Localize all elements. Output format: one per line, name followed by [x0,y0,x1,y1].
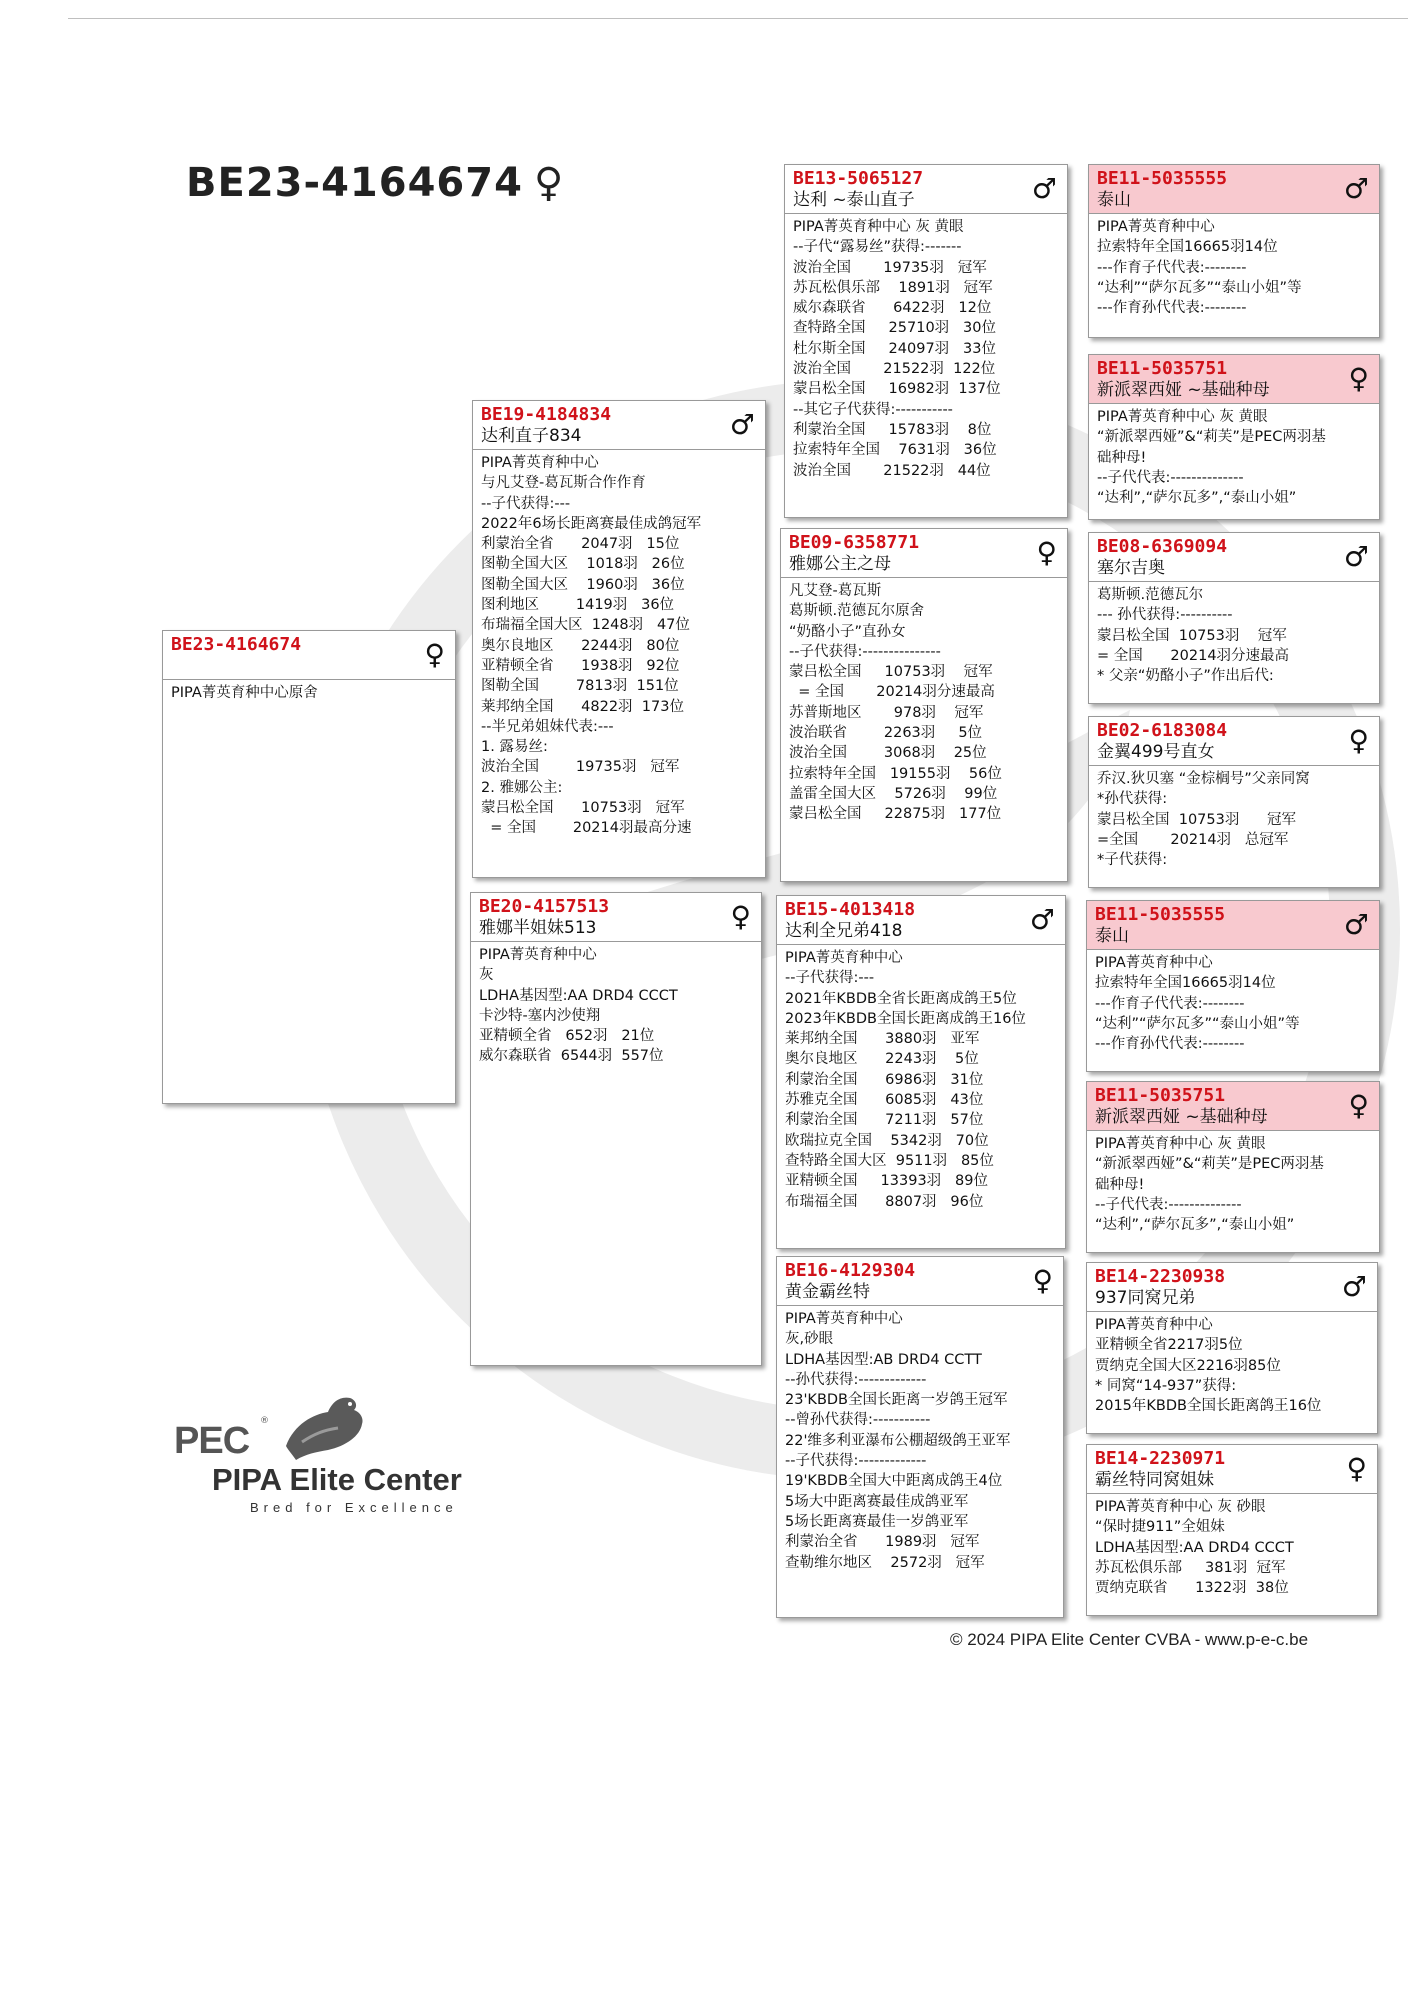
detail-line: ---作育子代代表:-------- [1095,995,1245,1012]
card-details [1089,214,1379,322]
detail-line: PIPA菁英育种中心 [1095,955,1213,971]
detail-line: PIPA菁英育种中心 [785,1311,903,1327]
detail-line: 蒙吕松全国 10753羽 冠军 [789,664,993,681]
detail-line: --子代获得:--- [785,970,875,987]
card-details [777,945,1065,1216]
detail-line: 葛斯顿.范德瓦尔 [1097,587,1204,603]
female-symbol-icon: ♀ [1348,1089,1369,1122]
pedigree-card-dds [1086,1262,1378,1434]
card-header [1087,1445,1377,1494]
detail-line: --子代代表:-------------- [1097,469,1244,486]
bird-name: 泰山 [1095,926,1129,946]
detail-line: 1. 露易丝: [481,739,548,756]
detail-line: 5场长距离赛最佳一岁鸽亚军 [785,1513,969,1530]
ring-number: BE14-2230938 [1095,1266,1226,1287]
bird-name: 达利直子834 [481,426,582,446]
ring-number: BE15-4013418 [785,899,916,920]
detail-line: 苏瓦松俱乐部 381羽 冠军 [1095,1559,1286,1576]
detail-line: PIPA菁英育种中心 [1095,1317,1213,1333]
detail-line: 奥尔良地区 2243羽 5位 [785,1051,979,1068]
detail-line: 奥尔良地区 2244羽 80位 [481,637,680,654]
male-symbol-icon: ♂ [1343,172,1369,205]
detail-line: 利蒙治全国 15783羽 8位 [793,421,992,438]
detail-line: 亚精顿全省 1938羽 92位 [481,657,680,674]
male-symbol-icon: ♂ [729,408,755,441]
card-header [777,896,1065,945]
detail-line: 盖雷全国大区 5726羽 99位 [789,785,998,802]
copyright-footer: © 2024 PIPA Elite Center CVBA - www.p-e-c.be [950,1630,1309,1649]
pedigree-card-ddd [1086,1444,1378,1616]
male-symbol-icon: ♂ [1031,172,1057,205]
detail-line: --子代获得:--- [481,495,571,512]
page-title: BE23-4164674 [186,160,523,206]
pedigree-card-ss [784,164,1068,518]
detail-line: --半兄弟姐妹代表:--- [481,718,614,735]
card-details [1087,1131,1379,1239]
detail-line: 利蒙治全省 1989羽 冠军 [785,1534,980,1551]
female-symbol-icon: ♀ [1036,536,1057,569]
detail-line: 2021年KBDB全省长距离成鸽王5位 [785,990,1017,1007]
card-details [1087,950,1379,1058]
pec-logo [170,1384,500,1524]
detail-line: PIPA菁英育种中心 灰 黄眼 [1095,1136,1266,1152]
ring-number: BE02-6183084 [1097,720,1228,741]
detail-line: --子代获得:------------- [785,1453,927,1470]
card-details [1087,1494,1377,1602]
card-header [471,893,761,942]
detail-line: 蒙吕松全国 16982羽 137位 [793,381,1001,398]
ring-number: BE16-4129304 [785,1260,916,1281]
detail-line: 苏雅克全国 6085羽 43位 [785,1092,984,1109]
detail-line: 波治联省 2263羽 5位 [789,725,983,742]
detail-line: LDHA基因型:AA DRD4 CCCT [1095,1539,1294,1556]
card-header [785,165,1067,214]
detail-line: 利蒙治全国 6986羽 31位 [785,1071,984,1088]
card-header [1089,533,1379,582]
bird-name: 霸丝特同窝姐妹 [1095,1470,1214,1490]
detail-line: “达利”“萨尔瓦多”“泰山小姐”等 [1097,279,1302,296]
detail-line: “奶酪小子”直孙女 [789,623,906,640]
detail-line: 利蒙治全省 2047羽 15位 [481,536,680,553]
detail-line: --曾孙代获得:----------- [785,1412,931,1429]
card-details [781,578,1067,829]
detail-line: 图勒全国 7813羽 151位 [481,678,679,695]
detail-line: 拉索特年全国 7631羽 36位 [793,442,997,459]
detail-line: 与凡艾登-葛瓦斯合作作育 [481,475,646,492]
ring-number: BE23-4164674 [171,634,302,655]
pedigree-card-ds [776,895,1066,1249]
bird-name: 达利 ~泰山直子 [793,190,915,210]
detail-line: 22'维多利亚瀑布公棚超级鸽王亚军 [785,1432,1011,1449]
detail-line: --孙代获得:------------- [785,1371,927,1388]
pedigree-card-sire [472,400,766,878]
detail-line: PIPA菁英育种中心 [479,947,597,963]
detail-line: 波治全国 19735羽 冠军 [481,759,680,776]
detail-line: 础种母! [1095,1176,1145,1193]
logo-registered-mark: ® [260,1416,269,1426]
bird-name: 泰山 [1097,190,1131,210]
detail-line: =全国 20214羽 总冠军 [1097,831,1289,848]
female-symbol-icon: ♀ [1348,724,1369,757]
bird-name: 新派翠西娅 ~基础种母 [1095,1107,1268,1127]
card-details [473,450,765,843]
bird-name: 雅娜半姐妹513 [479,918,597,938]
male-symbol-icon: ♂ [1341,1270,1367,1303]
detail-line: 查特路全国大区 9511羽 85位 [785,1152,994,1169]
card-header [1087,1263,1377,1312]
bird-name: 黄金霸丝特 [785,1282,870,1302]
detail-line: PIPA菁英育种中心 [1097,219,1215,235]
pedigree-card-ssd [1088,354,1380,520]
pedigree-card-dd [776,1256,1064,1618]
detail-line: 利蒙治全国 7211羽 57位 [785,1112,984,1129]
card-details [1089,766,1379,874]
detail-line: 2015年KBDB全国长距离鸽王16位 [1095,1398,1322,1415]
detail-line: 图利地区 1419羽 36位 [481,597,675,614]
bird-name: 达利全兄弟418 [785,921,903,941]
detail-line: = 全国 20214羽最高分速 [481,820,692,837]
detail-line: “达利”,“萨尔瓦多”,“泰山小姐” [1095,1217,1295,1234]
card-header [1089,717,1379,766]
female-symbol-icon: ♀ [1348,362,1369,395]
detail-line: 杜尔斯全国 24097羽 33位 [793,340,996,357]
detail-line: * 同窝“14-937”获得: [1095,1377,1237,1394]
ring-number: BE20-4157513 [479,896,610,917]
detail-line: 卡沙特-塞内沙使翔 [479,1007,601,1024]
detail-line: 23'KBDB全国长距离一岁鸽王冠军 [785,1392,1008,1409]
card-details [1087,1312,1377,1420]
detail-line: 查勒维尔地区 2572羽 冠军 [785,1554,985,1571]
detail-line: --子代获得:--------------- [789,643,941,660]
detail-line: 图勒全国大区 1960羽 36位 [481,576,685,593]
detail-line: “保时捷911”全姐妹 [1095,1519,1225,1536]
detail-line: 2022年6场长距离赛最佳成鸽冠军 [481,515,702,532]
detail-line: 蒙吕松全国 22875羽 177位 [789,806,1002,823]
detail-line: 波治全国 21522羽 122位 [793,361,996,378]
detail-line: PIPA菁英育种中心 [785,950,903,966]
detail-line: PIPA菁英育种中心 灰 黄眼 [793,219,964,235]
card-header [163,631,455,680]
detail-line: PIPA菁英育种中心 灰 黄眼 [1097,409,1268,425]
bird-name: 新派翠西娅 ~基础种母 [1097,380,1270,400]
detail-line: 亚精顿全国 13393羽 89位 [785,1173,988,1190]
female-symbol-icon: ♀ [534,160,564,206]
male-symbol-icon: ♂ [1029,903,1055,936]
detail-line: PIPA菁英育种中心原舍 [171,685,318,701]
logo-tagline: Bred for Excellence [250,1500,458,1515]
ring-number: BE09-6358771 [789,532,920,553]
ring-number: BE11-5035751 [1097,358,1228,379]
detail-line: 威尔森联省 6544羽 557位 [479,1048,664,1065]
detail-line: 波治全国 19735羽 冠军 [793,259,987,276]
card-header [1089,355,1379,404]
ring-number: BE08-6369094 [1097,536,1228,557]
pedigree-card-subject [162,630,456,1104]
detail-line: 亚精顿全省2217羽5位 [1095,1337,1243,1354]
female-symbol-icon: ♀ [1032,1264,1053,1297]
card-header [777,1257,1063,1306]
female-symbol-icon: ♀ [1346,1452,1367,1485]
detail-line: 威尔森联省 6422羽 12位 [793,300,992,317]
detail-line: * 父亲“奶酪小子”作出后代: [1097,668,1274,685]
detail-line: --- 孙代获得:---------- [1097,607,1233,624]
bird-name [171,655,447,677]
detail-line: 莱邦纳全国 4822羽 173位 [481,698,684,715]
ring-number: BE11-5035555 [1097,168,1228,189]
detail-line: “达利”,“萨尔瓦多”,“泰山小姐” [1097,490,1297,507]
logo-pigeon-icon [266,1384,376,1464]
card-header [781,529,1067,578]
detail-line: 亚精顿全省 652羽 21位 [479,1028,655,1045]
detail-line: *子代获得: [1097,852,1168,869]
detail-line: 布瑞福全国大区 1248羽 47位 [481,617,690,634]
detail-line: LDHA基因型:AA DRD4 CCCT [479,987,678,1004]
ring-number: BE11-5035751 [1095,1085,1226,1106]
male-symbol-icon: ♂ [1343,908,1369,941]
bird-name: 金翼499号直女 [1097,742,1215,762]
card-header [1087,901,1379,950]
card-details [1089,404,1379,512]
detail-line: “新派翠西娅”&“莉芙”是PEC两羽基 [1095,1156,1324,1173]
card-header [473,401,765,450]
ring-number: BE19-4184834 [481,404,612,425]
detail-line: “达利”“萨尔瓦多”“泰山小姐”等 [1095,1015,1300,1032]
female-symbol-icon: ♀ [730,900,751,933]
detail-line: 5场大中距离赛最佳成鸽亚军 [785,1493,969,1510]
detail-line: 苏普斯地区 978羽 冠军 [789,704,984,721]
ring-number: BE11-5035555 [1095,904,1226,925]
detail-line: 查特路全国 25710羽 30位 [793,320,996,337]
detail-line: 波治全国 3068羽 25位 [789,745,987,762]
detail-line: 乔汉.狄贝塞 “金棕榈号”父亲同窝 [1097,771,1310,787]
ring-number: BE13-5065127 [793,168,924,189]
pedigree-card-dss [1086,900,1380,1072]
detail-line: 欧瑞拉克全国 5342羽 70位 [785,1132,989,1149]
detail-line: --子代“露易丝”获得:------- [793,239,962,256]
detail-line: 莱邦纳全国 3880羽 亚军 [785,1031,980,1048]
pedigree-card-sd [780,528,1068,882]
detail-line: PIPA菁英育种中心 [481,455,599,471]
detail-line: 图勒全国大区 1018羽 26位 [481,556,685,573]
bird-name: 塞尔吉奥 [1097,558,1165,578]
detail-line: ---作育子代代表:-------- [1097,259,1247,276]
detail-line: --其它子代获得:----------- [793,401,953,418]
detail-line: 2023年KBDB全国长距离成鸽王16位 [785,1010,1026,1027]
detail-line: 拉索特年全国16665羽14位 [1095,975,1276,992]
detail-line: 蒙吕松全国 10753羽 冠军 [481,800,685,817]
detail-line: ---作育孙代代表:-------- [1097,300,1247,317]
detail-line: 19'KBDB全国大中距离成鸽王4位 [785,1473,1003,1490]
ring-number: BE14-2230971 [1095,1448,1226,1469]
detail-line: 灰,砂眼 [785,1331,834,1348]
detail-line: 拉索特年全国16665羽14位 [1097,239,1278,256]
top-rule [68,18,1408,19]
detail-line: 苏瓦松俱乐部 1891羽 冠军 [793,279,993,296]
card-details [163,680,455,707]
detail-line: 贾纳克联省 1322羽 38位 [1095,1580,1289,1597]
logo-name: PIPA Elite Center [212,1462,462,1497]
bird-name: 937同窝兄弟 [1095,1288,1196,1308]
detail-line: 2. 雅娜公主: [481,779,563,796]
detail-line: 贾纳克全国大区2216羽85位 [1095,1357,1281,1374]
pedigree-card-sdd [1088,716,1380,888]
detail-line: --子代代表:-------------- [1095,1196,1242,1213]
detail-line: 拉索特年全国 19155羽 56位 [789,765,1002,782]
card-details [471,942,761,1071]
detail-line: 布瑞福全国 8807羽 96位 [785,1193,984,1210]
pedigree-card-dam [470,892,762,1366]
detail-line: PIPA菁英育种中心 灰 砂眼 [1095,1499,1266,1515]
female-symbol-icon: ♀ [424,638,445,671]
detail-line: 波治全国 21522羽 44位 [793,462,991,479]
detail-line: ---作育孙代代表:-------- [1095,1036,1245,1053]
card-details [777,1306,1063,1577]
detail-line: 蒙吕松全国 10753羽 冠军 [1097,811,1296,828]
detail-line: “新派翠西娅”&“莉芙”是PEC两羽基 [1097,429,1326,446]
card-details [785,214,1067,485]
male-symbol-icon: ♂ [1343,540,1369,573]
detail-line: 凡艾登-葛瓦斯 [789,583,882,599]
card-header [1089,165,1379,214]
pedigree-card-sds [1088,532,1380,704]
detail-line: = 全国 20214羽分速最高 [1097,647,1290,664]
detail-line: 蒙吕松全国 10753羽 冠军 [1097,627,1287,644]
detail-line: 葛斯顿.范德瓦尔原舍 [789,603,925,620]
logo-pec-text: PEC [174,1420,250,1462]
pedigree-card-sss [1088,164,1380,338]
bird-name: 雅娜公主之母 [789,554,891,574]
detail-line: LDHA基因型:AB DRD4 CCTT [785,1351,982,1368]
detail-line: 础种母! [1097,449,1147,466]
detail-line: 灰 [479,967,494,984]
card-details [1089,582,1379,690]
detail-line: *孙代获得: [1097,791,1168,808]
pedigree-card-dsd [1086,1081,1380,1253]
card-header [1087,1082,1379,1131]
detail-line: = 全国 20214羽分速最高 [789,684,995,701]
